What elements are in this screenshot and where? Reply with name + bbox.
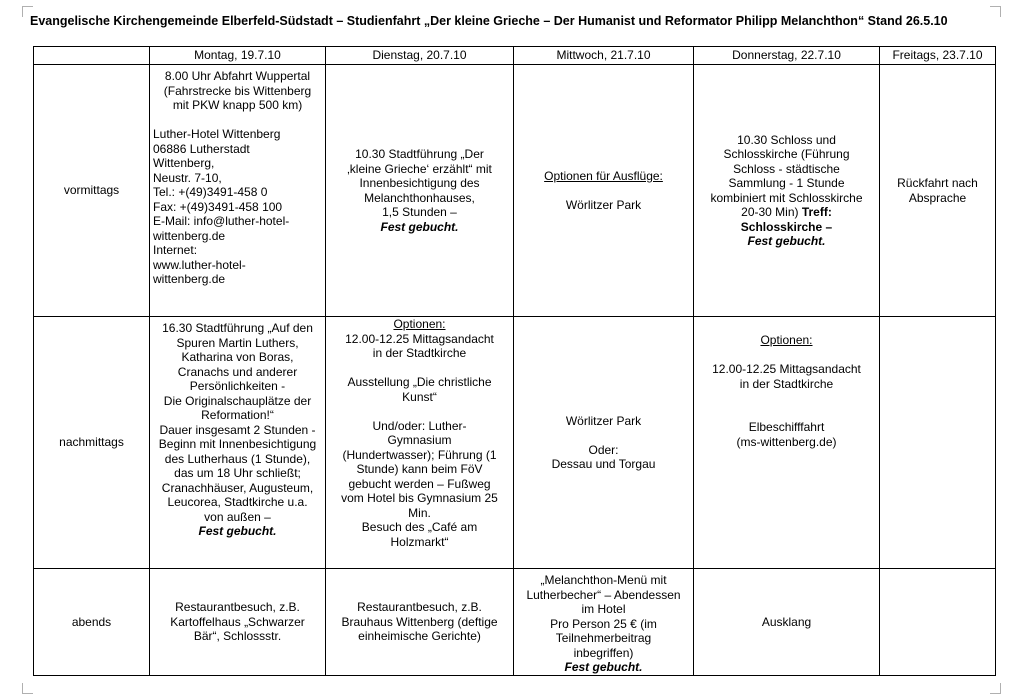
cell-friday-vormittags [880, 65, 996, 317]
text-line: kombiniert mit Schlosskirche [710, 190, 863, 205]
cell-monday-nachmittags [150, 317, 326, 569]
row-label-vormittags: vormittags [34, 65, 150, 317]
day-header-thursday: Donnerstag, 22.7.10 [694, 47, 880, 65]
text-line: das um 18 Uhr schließt; [174, 466, 301, 480]
cell-tuesday-vormittags [326, 65, 514, 317]
text-line: Dessau und Torgau [551, 457, 656, 471]
text-line: Cranachhäuser, Augusteum, [161, 480, 314, 495]
text-line: Spuren Martin Luthers, [176, 335, 299, 350]
text-line: Gymnasium [387, 433, 452, 447]
blank-line [329, 404, 510, 419]
text-line: Absprache [908, 190, 967, 205]
text-line: Brauhaus Wittenberg (deftige [341, 614, 498, 629]
booked-note: Fest gebucht. [564, 660, 643, 674]
text-line: Persönlichkeiten - [189, 379, 286, 393]
header-empty-cell [34, 47, 150, 65]
text-line: Cranachs und anderer [177, 364, 298, 379]
text-line: vom Hotel bis Gymnasium 25 [341, 491, 498, 505]
options-heading: Optionen: [393, 317, 446, 331]
cell-friday-nachmittags [880, 317, 996, 569]
blank-line [697, 406, 876, 421]
text-line: Kunst“ [402, 389, 437, 404]
cell-tuesday-abends [326, 569, 514, 676]
text-line: Ausklang [761, 614, 812, 629]
text-line: von außen – [204, 509, 271, 524]
hotel-phone: Tel.: +(49)3491-458 0 [153, 185, 268, 199]
text-line: 10.30 Schloss und [737, 132, 836, 147]
cell-wednesday-vormittags [514, 65, 694, 317]
text-line: Kartoffelhaus „Schwarzer [170, 614, 305, 629]
text-line: Bär“, Schlossstr. [193, 629, 282, 643]
row-label-abends: abends [34, 569, 150, 676]
text-line: Schlosskirche (Führung [723, 147, 850, 161]
meeting-point: Schlosskirche – [740, 219, 833, 234]
text-line: gebucht werden – Fußweg [348, 476, 491, 491]
page-corner-mark [990, 683, 1001, 694]
text-line: Teilnehmerbeitrag [555, 631, 652, 645]
cruise-website-link[interactable]: (ms-wittenberg.de) [736, 434, 837, 449]
hotel-city: Wittenberg, [153, 156, 215, 170]
cell-monday-vormittags [150, 65, 326, 317]
text-line: 8.00 Uhr Abfahrt Wuppertal [164, 69, 311, 83]
text-line: „Melanchthon-Menü mit [540, 573, 667, 587]
text-line: Oder: [588, 442, 619, 457]
options-heading: Optionen für Ausflüge: [544, 168, 663, 183]
meeting-point-label: Treff: [801, 205, 832, 219]
text-line: Besuch des „Café am [361, 520, 478, 534]
text-line: 10.30 Stadtführung „Der [355, 147, 484, 161]
row-label-nachmittags: nachmittags [34, 317, 150, 569]
text-line: Holzmarkt“ [390, 534, 449, 549]
text-line: 16.30 Stadtführung „Auf den [162, 321, 313, 335]
row-vormittags [34, 65, 996, 317]
booked-note: Fest gebucht. [747, 234, 826, 248]
text-line: 12.00-12.25 Mittagsandacht [712, 362, 861, 376]
text-line: ‚kleine Grieche‘ erzählt“ mit [347, 161, 492, 176]
day-header-tuesday: Dienstag, 20.7.10 [326, 47, 514, 65]
hotel-name: Luther-Hotel Wittenberg [153, 127, 281, 141]
text-line: 20-30 Min) [741, 205, 799, 219]
text-line: Katharina von Boras, [181, 350, 294, 364]
cell-wednesday-abends [514, 569, 694, 676]
text-line: Stunde) kann beim FöV [356, 462, 483, 476]
text-line: (Fahrstrecke bis Wittenberg [163, 83, 312, 98]
text-line: 1,5 Stunden – [382, 205, 457, 219]
text-line: Rückfahrt nach [897, 176, 978, 190]
text-line: Restaurantbesuch, z.B. [175, 600, 300, 614]
text-line: Pro Person 25 € (im [550, 616, 657, 631]
text-line: Innenbesichtigung des [359, 176, 480, 190]
header-row [34, 47, 996, 65]
text-line: Wörlitzer Park [565, 413, 642, 428]
cell-friday-abends [880, 569, 996, 676]
text-line: des Lutherhaus (1 Stunde), [164, 451, 311, 466]
hotel-email-link-continued[interactable]: wittenberg.de [153, 228, 226, 243]
text-line: einheimische Gerichte) [358, 629, 481, 643]
page-corner-mark [22, 683, 33, 694]
text-line: mit PKW knapp 500 km) [172, 98, 303, 112]
cell-tuesday-nachmittags [326, 317, 514, 569]
day-header-wednesday: Mittwoch, 21.7.10 [514, 47, 694, 65]
text-line: in der Stadtkirche [739, 376, 834, 391]
hotel-fax: Fax: +(49)3491-458 100 [153, 199, 283, 214]
text-line: Wörlitzer Park [565, 197, 642, 212]
day-header-monday: Montag, 19.7.10 [150, 47, 326, 65]
text-line: Dauer insgesamt 2 Stunden - [159, 422, 316, 437]
hotel-website-link[interactable]: www.luther-hotel- [153, 257, 246, 272]
text-line: Sammlung - 1 Stunde [728, 176, 845, 190]
text-line: Und/oder: Luther- [372, 418, 467, 433]
document-title: Evangelische Kirchengemeinde Elberfeld-Südstadt – Studienfahrt „Der kleine Grieche – Der Humanist und Reformator Philipp Melanchthon“ Stand 26.5.10 [30, 14, 948, 28]
text-line: Ausstellung „Die christliche [347, 375, 492, 389]
cell-wednesday-nachmittags [514, 317, 694, 569]
text-line: inbegriffen) [573, 645, 634, 660]
text-line: Min. [408, 505, 431, 520]
text-line: Melanchthonhauses, [364, 190, 475, 205]
hotel-email-link[interactable]: E-Mail: info@luther-hotel- [153, 214, 290, 228]
blank-line [697, 391, 876, 406]
row-abends [34, 569, 996, 676]
cell-thursday-abends [694, 569, 880, 676]
cell-monday-abends [150, 569, 326, 676]
row-nachmittags [34, 317, 996, 569]
booked-note: Fest gebucht. [380, 219, 459, 234]
blank-line [153, 113, 322, 128]
blank-line [517, 428, 690, 443]
blank-line [517, 183, 690, 198]
blank-line [697, 348, 876, 363]
text-line: Reformation!“ [201, 408, 274, 422]
text-line: in der Stadtkirche [372, 346, 467, 360]
cell-thursday-nachmittags [694, 317, 880, 569]
blank-line [329, 361, 510, 376]
text-line: Beginn mit Innenbesichtigung [158, 437, 317, 451]
internet-label: Internet: [153, 243, 198, 257]
text-line: im Hotel [581, 602, 626, 616]
booked-note: Fest gebucht. [198, 524, 277, 538]
text-line: Elbeschifffahrt [748, 420, 825, 434]
hotel-website-link-continued[interactable]: wittenberg.de [153, 272, 226, 286]
text-line: Schloss - städtische [733, 161, 840, 176]
options-heading: Optionen: [760, 333, 813, 347]
day-header-friday: Freitags, 23.7.10 [880, 47, 996, 65]
text-line: Restaurantbesuch, z.B. [357, 600, 482, 614]
text-line: 12.00-12.25 Mittagsandacht [345, 331, 494, 346]
text-line: Lutherbecher“ – Abendessen [526, 587, 681, 602]
cell-thursday-vormittags [694, 65, 880, 317]
hotel-street: Neustr. 7-10, [153, 170, 222, 185]
schedule-table [33, 46, 996, 676]
text-line: (Hundertwasser); Führung (1 [342, 447, 497, 462]
text-line: Die Originalschauplätze der [163, 393, 312, 408]
hotel-postcode: 06886 Lutherstadt [153, 141, 250, 156]
text-line: Leucorea, Stadtkirche u.a. [167, 495, 308, 509]
